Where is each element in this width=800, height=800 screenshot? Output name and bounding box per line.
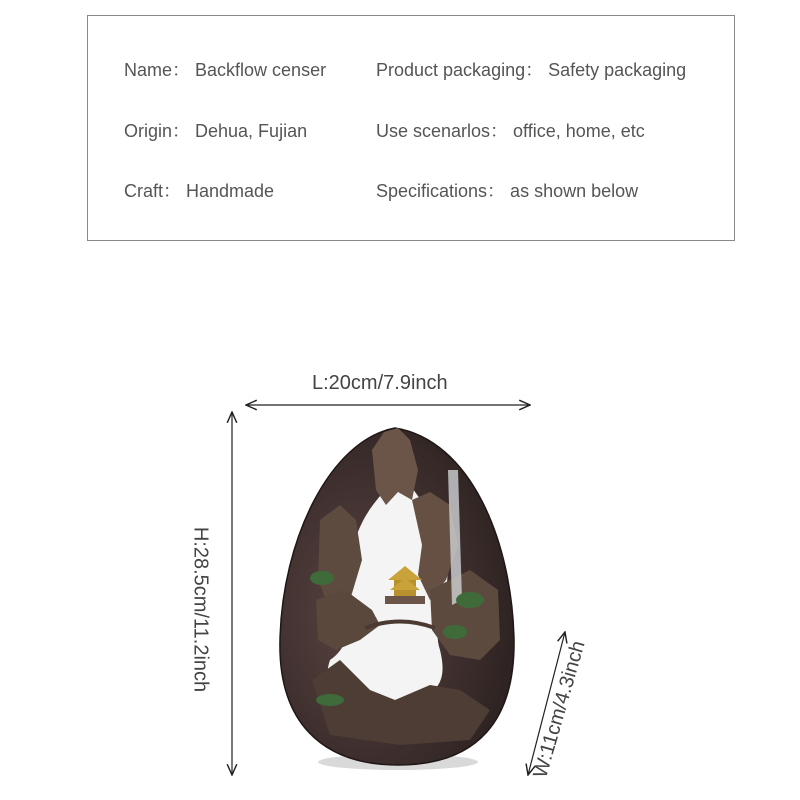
length-label: L:20cm/7.9inch — [312, 372, 448, 394]
spec-scenarios: Use scenarlos： office, home, etc — [376, 121, 645, 141]
spec-name: Name： Backflow censer — [124, 60, 327, 80]
censer-image — [280, 428, 514, 770]
spec-origin: Origin： Dehua, Fujian — [124, 121, 308, 141]
spec-specifications: Specifications： as shown below — [376, 181, 639, 201]
spec-packaging: Product packaging： Safety packaging — [376, 60, 687, 80]
width-label: W:11cm/4.3inch — [529, 638, 590, 781]
height-label: H:28.5cm/11.2inch — [189, 526, 212, 693]
spec-craft: Craft： Handmade — [124, 181, 275, 201]
